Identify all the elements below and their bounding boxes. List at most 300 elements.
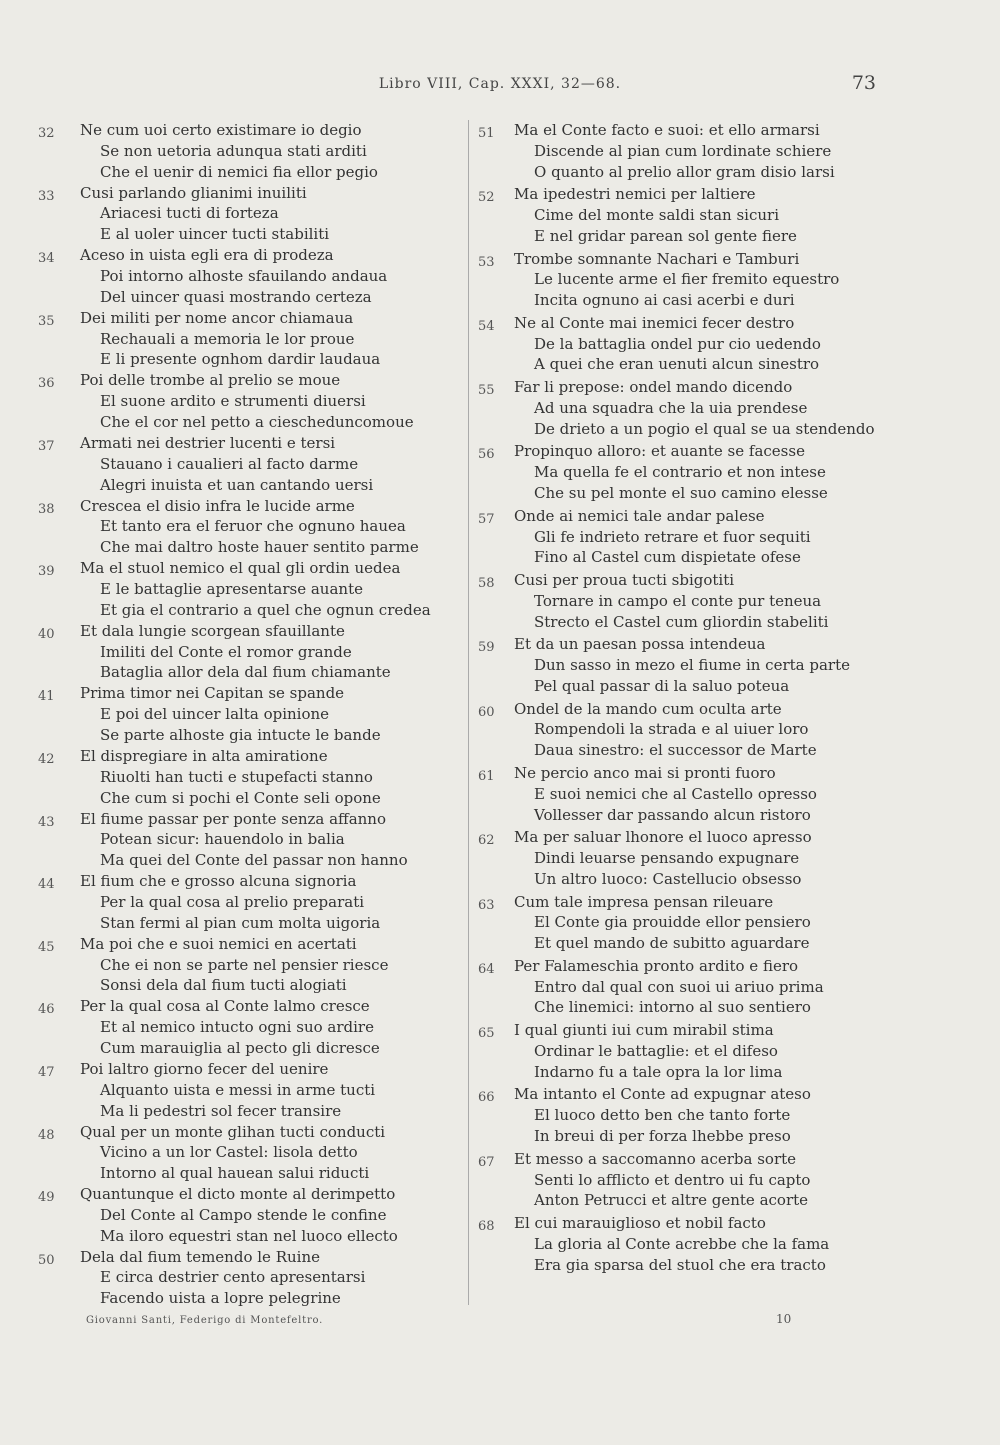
verse-line — [478, 377, 938, 398]
verse-line — [38, 558, 458, 579]
verse-line — [38, 829, 458, 850]
verse-line — [478, 634, 938, 655]
verse-line — [38, 141, 458, 162]
stanza-number: 50 — [38, 1252, 55, 1268]
verse-line — [38, 683, 458, 704]
verse-line — [38, 1142, 458, 1163]
stanza-number: 65 — [478, 1026, 495, 1042]
stanza-number: 35 — [38, 313, 55, 329]
stanza — [478, 892, 938, 956]
stanza-number: 54 — [478, 318, 495, 334]
verse-line — [478, 120, 938, 141]
verse-line — [38, 725, 458, 746]
verse-line — [478, 977, 938, 998]
verse-line — [478, 1234, 938, 1255]
verse-line — [38, 245, 458, 266]
stanza — [38, 1247, 458, 1310]
stanza-number: 37 — [38, 438, 55, 454]
verse-text: Et dala lungie scorgean sfauillante — [80, 621, 345, 640]
verse-text: Poi delle trombe al prelio se moue — [80, 371, 341, 390]
verse-text: Vicino a un lor Castel: lisola detto — [100, 1143, 358, 1162]
verse-line — [478, 506, 938, 527]
verse-text: Propinquo alloro: et auante se facesse — [514, 442, 805, 461]
verse-line — [478, 1020, 938, 1041]
verse-text: Del Conte al Campo stende le confine — [100, 1205, 387, 1224]
verse-text: Era gia sparsa del stuol che era tracto — [534, 1255, 826, 1274]
verse-line — [38, 788, 458, 809]
verse-text: Alquanto uista e messi in arme tucti — [100, 1080, 376, 1099]
verse-line — [478, 483, 938, 504]
stanza-number: 48 — [38, 1127, 55, 1143]
verse-line — [38, 642, 458, 663]
stanza-number: 32 — [38, 126, 55, 141]
verse-text: Et al nemico intucto ogni suo ardire — [100, 1018, 374, 1037]
stanza-number: 49 — [38, 1190, 55, 1206]
stanza — [478, 377, 938, 441]
verse-text: Crescea el disio infra le lucide arme — [80, 496, 355, 515]
verse-text: Ne cum uoi certo existimare io degio — [80, 121, 362, 139]
stanza-number: 46 — [38, 1002, 55, 1018]
verse-line — [478, 1126, 938, 1147]
stanza — [38, 621, 458, 684]
verse-line — [478, 547, 938, 568]
verse-text: Poi laltro giorno fecer del uenire — [80, 1059, 329, 1078]
stanza-number: 39 — [38, 564, 55, 580]
verse-line — [478, 805, 938, 826]
verse-text: E suoi nemici che al Castello opresso — [534, 784, 817, 803]
stanza — [38, 245, 458, 308]
verse-text: Che ei non se parte nel pensier riesce — [100, 955, 389, 974]
stanza-number: 64 — [478, 961, 495, 977]
verse-line — [478, 527, 938, 548]
verse-line — [38, 1205, 458, 1226]
verse-text: El suone ardito e strumenti diuersi — [100, 392, 366, 411]
verse-text: Alegri inuista et uan cantando uersi — [100, 475, 374, 494]
stanza-number: 61 — [478, 768, 495, 784]
verse-text: Ma quella fe el contrario et non intese — [534, 463, 826, 482]
verse-line — [38, 349, 458, 370]
verse-line — [478, 892, 938, 913]
stanza — [38, 558, 458, 621]
verse-text: Un altro luoco: Castellucio obsesso — [534, 869, 802, 888]
stanza — [478, 1020, 938, 1084]
verse-text: Sonsi dela dal fium tucti alogiati — [100, 976, 347, 995]
stanza-number: 34 — [38, 251, 55, 267]
verse-text: Ma el Conte facto e suoi: et ello armarsi — [514, 121, 820, 139]
verse-line — [38, 600, 458, 621]
verse-text: Facendo uista a lopre pelegrine — [100, 1289, 341, 1308]
verse-line — [38, 516, 458, 537]
verse-line — [478, 462, 938, 483]
verse-line — [478, 869, 938, 890]
verse-line — [38, 454, 458, 475]
verse-text: E al uoler uincer tucti stabiliti — [100, 225, 330, 244]
verse-line — [478, 398, 938, 419]
verse-line — [38, 892, 458, 913]
verse-line — [38, 704, 458, 725]
verse-text: El dispregiare in alta amiratione — [80, 746, 328, 765]
verse-text: E circa destrier cento apresentarsi — [100, 1268, 366, 1287]
verse-text: I qual giunti iui cum mirabil stima — [514, 1021, 774, 1040]
verse-text: Cum tale impresa pensan rileuare — [514, 892, 774, 911]
verse-text: Ma per saluar lhonore el luoco apresso — [514, 828, 812, 847]
verse-text: Ma poi che e suoi nemici en acertati — [80, 934, 357, 953]
verse-line — [38, 203, 458, 224]
verse-text: Onde ai nemici tale andar palese — [514, 506, 765, 525]
verse-text: El fiume passar per ponte senza affanno — [80, 809, 386, 828]
running-head: Libro VIII, Cap. XXXI, 32—68. — [378, 76, 622, 92]
verse-line — [38, 1267, 458, 1288]
verse-text: Imiliti del Conte el romor grande — [100, 642, 352, 661]
verse-text: Stauano i caualieri al facto darme — [100, 454, 359, 473]
stanza-number: 68 — [478, 1219, 495, 1235]
verse-line — [38, 975, 458, 996]
stanza-number: 66 — [478, 1090, 495, 1106]
stanza-number: 44 — [38, 877, 55, 893]
verse-line — [38, 850, 458, 871]
verse-line — [478, 763, 938, 784]
verse-line — [478, 184, 938, 205]
verse-line — [38, 913, 458, 934]
verse-line — [38, 579, 458, 600]
stanza-number: 57 — [478, 511, 495, 527]
verse-line — [478, 570, 938, 591]
stanza — [478, 634, 938, 698]
stanza — [38, 308, 458, 371]
stanza-number: 43 — [38, 814, 55, 830]
verse-line — [478, 269, 938, 290]
verse-text: In breui di per forza lhebbe preso — [534, 1127, 791, 1146]
verse-text: Tornare in campo el conte pur teneua — [534, 591, 822, 610]
verse-text: O quanto al prelio allor gram disio larsi — [534, 162, 835, 181]
verse-line — [38, 537, 458, 558]
verse-line — [478, 655, 938, 676]
stanza — [38, 996, 458, 1059]
stanza-number: 63 — [478, 897, 495, 913]
verse-line — [38, 767, 458, 788]
verse-text: Ma el stuol nemico el qual gli ordin uedea — [80, 559, 401, 578]
stanza — [478, 827, 938, 891]
verse-text: Fino al Castel cum dispietate ofese — [534, 548, 801, 567]
verse-text: E li presente ognhom dardir laudaua — [100, 350, 381, 369]
verse-text: Dindi leuarse pensando expugnare — [534, 849, 800, 868]
signature-mark: 10 — [776, 1312, 792, 1326]
verse-text: Rompendoli la strada e al uiuer loro — [534, 720, 809, 739]
verse-text: Del uincer quasi mostrando certeza — [100, 287, 372, 306]
verse-line — [38, 1080, 458, 1101]
verse-text: Potean sicur: hauendolo in balia — [100, 830, 345, 849]
verse-line — [38, 955, 458, 976]
verse-text: Senti lo afflicto et dentro ui fu capto — [534, 1170, 811, 1189]
verse-line — [478, 441, 938, 462]
verse-text: El luoco detto ben che tanto forte — [534, 1106, 791, 1125]
stanza-number: 42 — [38, 751, 55, 767]
verse-line — [478, 1084, 938, 1105]
verse-line — [38, 266, 458, 287]
verse-text: Daua sinestro: el successor de Marte — [534, 741, 817, 760]
verse-line — [38, 1101, 458, 1122]
verse-text: De drieto a un pogio el qual se ua stendendo — [534, 419, 875, 438]
verse-text: Ordinar le battaglie: et el difeso — [534, 1041, 778, 1060]
verse-text: Pel qual passar di la saluo poteua — [534, 676, 790, 695]
verse-text: Dun sasso in mezo el fiume in certa parte — [534, 656, 850, 675]
verse-text: Per la qual cosa al prelio preparati — [100, 892, 365, 911]
verse-text: Et quel mando de subitto aguardare — [534, 934, 810, 953]
verse-text: Bataglia allor dela dal fium chiamante — [100, 663, 391, 682]
verse-line — [38, 1017, 458, 1038]
stanza — [38, 871, 458, 934]
verse-text: Ma intanto el Conte ad expugnar ateso — [514, 1085, 811, 1104]
verse-text: Ne percio anco mai si pronti fuoro — [514, 763, 776, 782]
verse-line — [478, 956, 938, 977]
verse-line — [478, 676, 938, 697]
verse-text: Entro dal qual con suoi ui ariuo prima — [534, 977, 824, 996]
stanza — [478, 763, 938, 827]
verse-text: Ma iloro equestri stan nel luoco ellecto — [100, 1226, 398, 1245]
verse-text: Et messo a saccomanno acerba sorte — [514, 1149, 797, 1168]
verse-text: E le battaglie apresentarse auante — [100, 579, 363, 598]
verse-text: Vollesser dar passando alcun ristoro — [534, 805, 811, 824]
verse-line — [478, 997, 938, 1018]
verse-line — [478, 419, 938, 440]
verse-line — [478, 334, 938, 355]
verse-line — [38, 746, 458, 767]
verse-line — [38, 183, 458, 204]
verse-line — [478, 226, 938, 247]
verse-text: E poi del uincer lalta opinione — [100, 705, 330, 724]
verse-text: Che cum si pochi el Conte seli opone — [100, 788, 381, 807]
verse-text: Strecto el Castel cum gliordin stabeliti — [534, 612, 829, 631]
verse-line — [478, 1255, 938, 1276]
verse-line — [478, 912, 938, 933]
stanza-number: 56 — [478, 447, 495, 463]
verse-text: Rechauali a memoria le lor proue — [100, 329, 355, 348]
verse-line — [38, 621, 458, 642]
verse-text: Intorno al qual hauean salui riducti — [100, 1164, 370, 1183]
verse-text: Le lucente arme el fier fremito equestro — [534, 270, 840, 289]
verse-line — [38, 1247, 458, 1268]
verse-text: Ad una squadra che la uia prendese — [534, 398, 808, 417]
verse-line — [38, 662, 458, 683]
verse-line — [478, 848, 938, 869]
stanza — [38, 120, 458, 183]
stanza-number: 52 — [478, 190, 495, 206]
verse-text: A quei che eran uenuti alcun sinestro — [534, 355, 820, 374]
verse-line — [38, 934, 458, 955]
stanza — [478, 249, 938, 313]
verse-text: Trombe somnante Nachari e Tamburi — [514, 249, 800, 268]
stanza-number: 51 — [478, 126, 495, 141]
verse-line — [38, 1288, 458, 1309]
stanza-number: 45 — [38, 939, 55, 955]
verse-line — [478, 249, 938, 270]
verse-text: Prima timor nei Capitan se spande — [80, 684, 345, 703]
verse-text: Che mai daltro hoste hauer sentito parme — [100, 538, 419, 557]
verse-line — [38, 370, 458, 391]
verse-text: E nel gridar parean sol gente fiere — [534, 226, 797, 245]
right-column — [478, 120, 938, 1277]
verse-text: Dei militi per nome ancor chiamaua — [80, 308, 354, 327]
verse-line — [38, 329, 458, 350]
verse-line — [478, 1041, 938, 1062]
stanza-number: 40 — [38, 626, 55, 642]
stanza — [478, 506, 938, 570]
verse-text: El fium che e grosso alcuna signoria — [80, 872, 357, 891]
stanza — [478, 120, 938, 184]
stanza — [478, 956, 938, 1020]
verse-text: Indarno fu a tale opra la lor lima — [534, 1062, 783, 1081]
verse-line — [38, 475, 458, 496]
stanza — [38, 370, 458, 433]
verse-line — [38, 120, 458, 141]
verse-text: Riuolti han tucti e stupefacti stanno — [100, 767, 373, 786]
verse-text: Far li prepose: ondel mando dicendo — [514, 378, 793, 397]
stanza — [38, 1122, 458, 1185]
verse-text: Anton Petrucci et altre gente acorte — [534, 1191, 809, 1210]
verse-line — [38, 1163, 458, 1184]
verse-line — [478, 1105, 938, 1126]
verse-line — [38, 308, 458, 329]
verse-line — [38, 809, 458, 830]
verse-line — [478, 591, 938, 612]
verse-text: Et gia el contrario a quel che ognun credea — [100, 600, 431, 619]
verse-line — [38, 224, 458, 245]
verse-text: Cum marauiglia al pecto gli dicresce — [100, 1038, 380, 1057]
stanza — [478, 1213, 938, 1277]
stanza — [38, 183, 458, 246]
verse-line — [478, 205, 938, 226]
stanza — [478, 1149, 938, 1213]
verse-text: Per Falameschia pronto ardito e fiero — [514, 956, 799, 975]
verse-text: Incita ognuno ai casi acerbi e duri — [534, 291, 795, 310]
stanza — [38, 496, 458, 559]
stanza-number: 38 — [38, 501, 55, 517]
stanza-number: 59 — [478, 640, 495, 656]
verse-text: Et tanto era el feruor che ognuno hauea — [100, 517, 406, 536]
verse-text: Se non uetoria adunqua stati arditi — [100, 141, 367, 160]
stanza — [478, 313, 938, 377]
verse-line — [478, 933, 938, 954]
verse-text: Ma ipedestri nemici per laltiere — [514, 185, 756, 204]
verse-text: Cusi per proua tucti sbigotiti — [514, 571, 735, 590]
verse-line — [478, 354, 938, 375]
stanza — [38, 934, 458, 997]
stanza — [478, 1084, 938, 1148]
verse-text: Quantunque el dicto monte al derimpetto — [80, 1185, 396, 1204]
verse-line — [478, 1062, 938, 1083]
verse-text: De la battaglia ondel pur cio uedendo — [534, 334, 821, 353]
stanza-number: 33 — [38, 188, 55, 204]
verse-line — [38, 996, 458, 1017]
verse-text: Stan fermi al pian cum molta uigoria — [100, 913, 381, 932]
stanza-number: 55 — [478, 383, 495, 399]
stanza — [38, 683, 458, 746]
verse-text: Armati nei destrier lucenti e tersi — [80, 433, 336, 452]
verse-text: Aceso in uista egli era di prodeza — [80, 246, 334, 265]
verse-line — [38, 162, 458, 183]
stanza-number: 53 — [478, 254, 495, 270]
stanza — [38, 809, 458, 872]
stanza-number: 47 — [38, 1064, 55, 1080]
page-number: 73 — [851, 72, 876, 94]
verse-text: Ondel de la mando cum oculta arte — [514, 699, 782, 718]
verse-line — [38, 412, 458, 433]
verse-line — [478, 1213, 938, 1234]
stanza — [478, 699, 938, 763]
stanza-number: 60 — [478, 704, 495, 720]
stanza — [38, 746, 458, 809]
verse-line — [38, 287, 458, 308]
stanza-number: 36 — [38, 376, 55, 392]
verse-text: Poi intorno alhoste sfauilando andaua — [100, 266, 388, 285]
stanza — [38, 1059, 458, 1122]
verse-line — [478, 719, 938, 740]
verse-line — [38, 1184, 458, 1205]
verse-text: Discende al pian cum lordinate schiere — [534, 141, 832, 160]
verse-text: Cusi parlando glianimi inuiliti — [80, 183, 307, 202]
verse-text: El cui marauiglioso et nobil facto — [514, 1214, 766, 1233]
verse-text: Che su pel monte el suo camino elesse — [534, 484, 828, 503]
verse-line — [478, 612, 938, 633]
verse-text: Se parte alhoste gia intucte le bande — [100, 725, 381, 744]
verse-line — [38, 496, 458, 517]
left-column — [38, 120, 458, 1309]
verse-text: Ma quei del Conte del passar non hanno — [100, 851, 408, 870]
verse-text: El Conte gia prouidde ellor pensiero — [534, 913, 811, 932]
stanza — [478, 184, 938, 248]
verse-line — [478, 1149, 938, 1170]
verse-line — [478, 1170, 938, 1191]
column-divider — [468, 120, 469, 1305]
verse-line — [478, 141, 938, 162]
verse-text: Et da un paesan possa intendeua — [514, 635, 766, 654]
verse-line — [38, 1059, 458, 1080]
verse-text: Per la qual cosa al Conte lalmo cresce — [80, 997, 370, 1016]
verse-text: Qual per un monte glihan tucti conducti — [80, 1122, 386, 1141]
verse-line — [38, 391, 458, 412]
stanza-number: 67 — [478, 1154, 495, 1170]
verse-text: Gli fe indrieto retrare et fuor sequiti — [534, 527, 811, 546]
stanza-number: 62 — [478, 833, 495, 849]
verse-text: Ne al Conte mai inemici fecer destro — [514, 313, 795, 332]
verse-line — [478, 313, 938, 334]
verse-text: Dela dal fium temendo le Ruine — [80, 1247, 320, 1266]
verse-line — [38, 871, 458, 892]
verse-line — [38, 1226, 458, 1247]
verse-text: Ma li pedestri sol fecer transire — [100, 1101, 342, 1120]
verse-line — [478, 740, 938, 761]
stanza — [38, 1184, 458, 1247]
verse-text: Cime del monte saldi stan sicuri — [534, 206, 780, 225]
stanza-number: 41 — [38, 689, 55, 705]
verse-line — [38, 1122, 458, 1143]
verse-line — [478, 1190, 938, 1211]
footer-note: Giovanni Santi, Federigo di Montefeltro. — [86, 1315, 324, 1326]
verse-text: La gloria al Conte acrebbe che la fama — [534, 1234, 830, 1253]
verse-text: Che linemici: intorno al suo sentiero — [534, 998, 811, 1017]
verse-line — [38, 1038, 458, 1059]
stanza — [38, 433, 458, 496]
stanza — [478, 570, 938, 634]
verse-line — [478, 699, 938, 720]
verse-text: Che el uenir di nemici fia ellor pegio — [100, 162, 378, 181]
stanza — [478, 441, 938, 505]
verse-text: Ariacesi tucti di forteza — [100, 204, 279, 223]
verse-line — [478, 784, 938, 805]
verse-line — [478, 290, 938, 311]
stanza-number: 58 — [478, 576, 495, 592]
verse-line — [478, 162, 938, 183]
